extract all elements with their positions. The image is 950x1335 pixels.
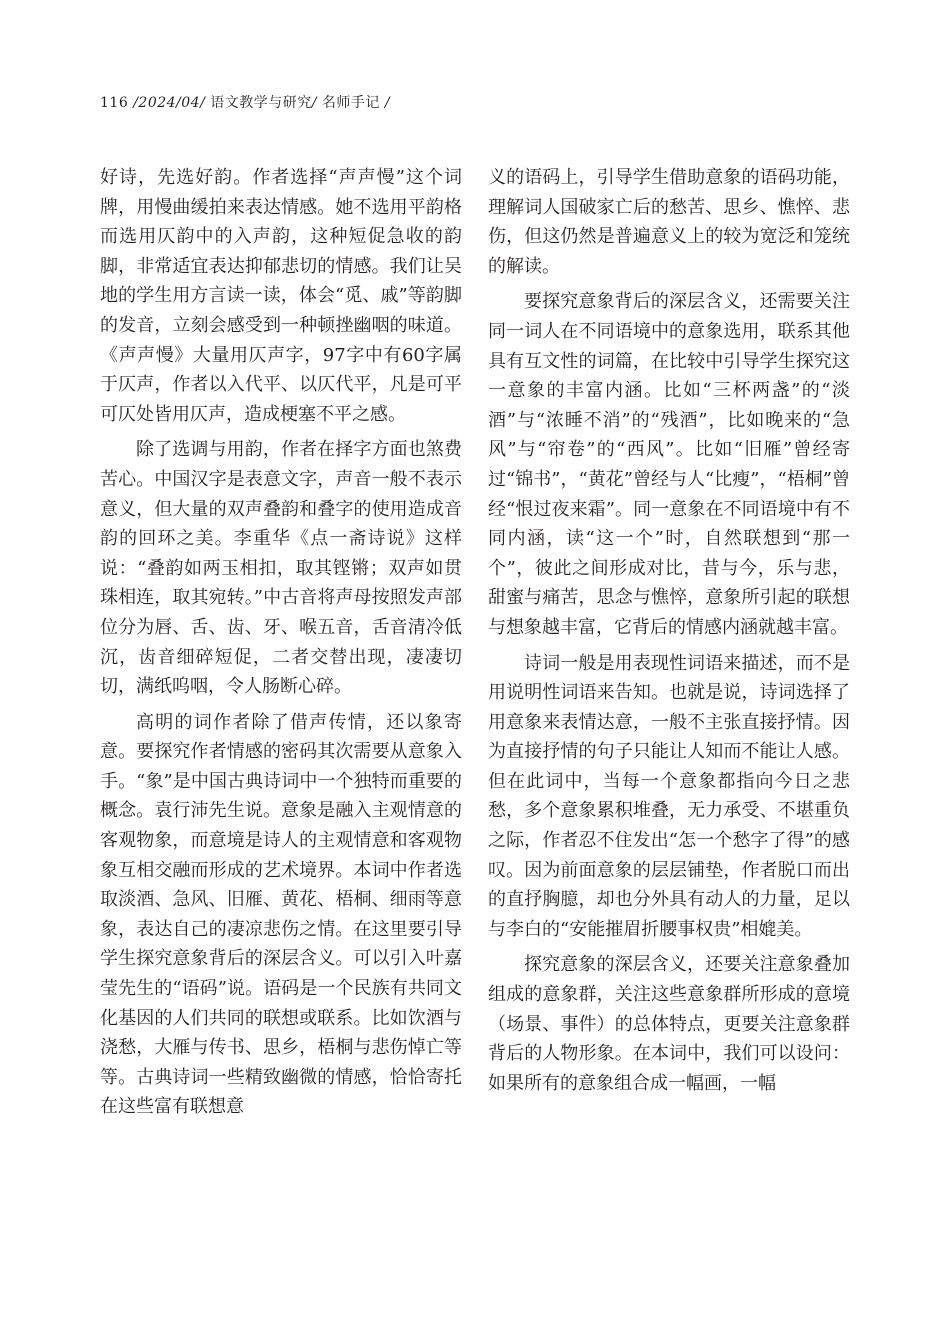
right-column xyxy=(488,163,850,1098)
paragraph: 好诗，先选好韵。作者选择“声声慢”这个词牌，用慢曲缓拍来表达情感。她不选用平韵格而选用仄韵中的入声韵，这种短促急收的韵脚，非常适宜表达抑郁悲切的情感。我们让吴地的学生用方言读一读，体会“觅、戚”等韵脚的发音，立刻会感受到一种顿挫幽咽的味道。《声声慢》大量用仄声字，97字中有60字属于仄声，作者以入代平、以仄代平，凡是可平可仄处皆用仄声，造成梗塞不平之感。 xyxy=(100,167,462,425)
running-header xyxy=(100,92,390,112)
paragraph: 除了选调与用韵，作者在择字方面也煞费苦心。中国汉字是表意文字，声音一般不表示意义，但大量的双声叠韵和叠字的使用造成音韵的回环之美。李重华《点一斋诗说》这样说：“叠韵如两玉相扣，取其铿锵；双声如贯珠相连，取其宛转。”中古音将声母按照发声部位分为唇、舌、齿、牙、喉五音，舌音清冷低沉，齿音细碎短促，二者交替出现，凄凄切切，满纸呜咽，令人肠断心碎。 xyxy=(100,439,462,698)
left-column xyxy=(100,163,462,1122)
header-separator: / xyxy=(133,95,139,111)
paragraph: 高明的词作者除了借声传情，还以象寄意。要探究作者情感的密码其次需要从意象入手。“象”是中国古典诗词中一个独特而重要的概念。袁行沛先生说。意象是融入主观情意的客观物象，而意境是诗人的主观情意和客观物象互相交融而形成的艺术境界。本词中作者选取淡酒、急风、旧雁、黄花、梧桐、细雨等意象，表达自己的凄凉悲伤之情。在这里要引导学生探究意象背后的深层含义。可以引入叶嘉莹先生的“语码”说。语码是一个民族有共同文化基因的人们共同的联想或联系。比如饮酒与浇愁，大雁与传书、思乡，梧桐与悲伤悼亡等等。古典诗词一些精致幽微的情感，恰恰寄托在这些富有联想意 xyxy=(100,711,462,1118)
header-separator: / xyxy=(384,95,391,111)
issue-number: 2024/04 xyxy=(138,95,201,111)
column-name: 名师手记 xyxy=(321,95,380,111)
paragraph: 要探究意象背后的深层含义，还需要关注同一词人在不同语境中的意象选用，联系其他具有互文性的词篇，在比较中引导学生探究这一意象的丰富内涵。比如“三杯两盏”的“淡酒”与“浓睡不消”的“残酒”，比如晚来的“急风”与“帘卷”的“西风”。比如“旧雁”曾经寄过“锦书”，“黄花”曾经与人“比瘦”，“梧桐”曾经“恨过夜来霜”。同一意象在不同语境中有不同内涵，读“这一个”时，自然联想到“那一个”，彼此之间形成对比，昔与今，乐与悲，甜蜜与痛苦，思念与憔悴，意象所引起的联想与想象越丰富，它背后的情感内涵就越丰富。 xyxy=(488,291,850,638)
paragraph: 探究意象的深层含义，还要关注意象叠加组成的意象群，关注这些意象群所形成的意境（场景、事件）的总体特点，更要关注意象群背后的人物形象。在本词中，我们可以设问：如果所有的意象组合成一幅画，一幅 xyxy=(488,954,850,1094)
paragraph: 义的语码上，引导学生借助意象的语码功能，理解词人国破家亡后的愁苦、思乡、憔悴、悲伤，但这仍然是普遍意义上的较为宽泛和笼统的解读。 xyxy=(488,167,850,277)
page-number: 116 xyxy=(100,95,129,111)
header-separator: / xyxy=(200,95,206,111)
header-separator: / xyxy=(311,95,317,111)
journal-name: 语文教学与研究 xyxy=(210,95,312,111)
paragraph: 诗词一般是用表现性词语来描述，而不是用说明性词语来告知。也就是说，诗词选择了用意象来表情达意，一般不主张直接抒情。因为直接抒情的句子只能让人知而不能让人感。但在此词中，当每一个意象都指向今日之悲愁，多个意象累积堆叠，无力承受、不堪重负之际，作者忍不住发出“怎一个愁字了得”的感叹。因为前面意象的层层铺垫，作者脱口而出的直抒胸臆，却也分外具有动人的力量，足以与李白的“安能摧眉折腰事权贵”相媲美。 xyxy=(488,652,850,940)
